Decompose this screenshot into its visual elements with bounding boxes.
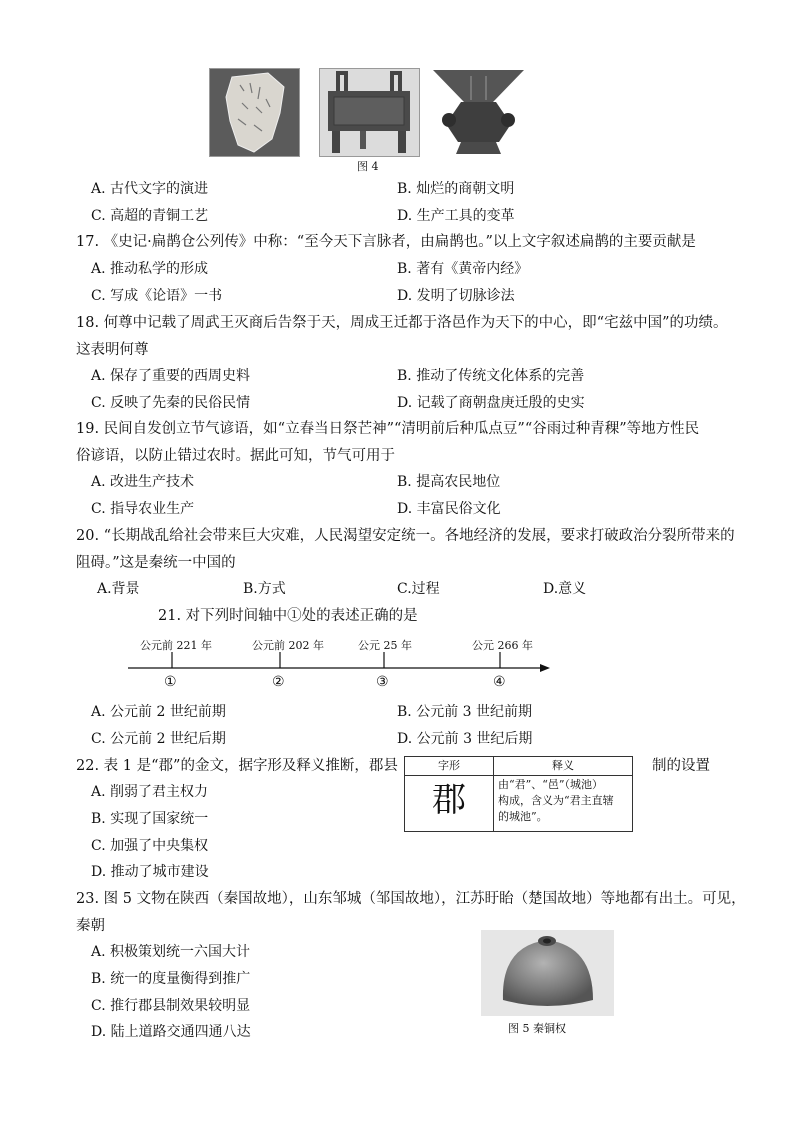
q22-option-c: C. 加强了中央集权 [91, 838, 209, 854]
q21-option-c: C. 公元前 2 世纪后期 [91, 731, 226, 747]
q23-stem-line1: 23. 图 5 文物在陕西（秦国故地），山东邹城（邹国故地），江苏盱眙（楚国故地）等地都有出土。可见， [76, 891, 746, 907]
table-1 [404, 756, 633, 832]
q20-stem-line2: 阻碍。”这是秦统一中国的 [76, 555, 236, 571]
q23-option-b: B. 统一的度量衡得到推广 [91, 971, 251, 987]
figure5-caption: 图 5 秦铜权 [508, 1022, 566, 1035]
q16-option-a: A. 古代文字的演进 [91, 181, 209, 197]
q21-option-b: B. 公元前 3 世纪前期 [397, 704, 532, 720]
q23-option-d: D. 陆上道路交通四通八达 [91, 1024, 251, 1040]
q23-stem-line2: 秦朝 [76, 918, 105, 934]
q21-stem: 21. 对下列时间轴中①处的表述正确的是 [158, 608, 418, 624]
q23-option-c: C. 推行郡县制效果较明显 [91, 998, 251, 1014]
q18-option-d: D. 记载了商朝盘庚迁殷的史实 [397, 395, 585, 411]
q22-stem-part1: 22. 表 1 是“郡”的金文，据字形及释义推断，郡县 [76, 758, 398, 774]
table-meaning-line1: 由“君”、“邑”（城池） [498, 778, 603, 791]
q22-option-a: A. 削弱了君主权力 [91, 784, 209, 800]
timeline-mark-1: ① [164, 674, 177, 690]
qin-bronze-weight-photo [481, 930, 614, 1016]
q19-stem-line2: 俗谚语，以防止错过农时。据此可知，节气可用于 [76, 448, 395, 464]
table-meaning-cell [494, 776, 633, 832]
q23-option-a: A. 积极策划统一六国大计 [91, 944, 251, 960]
q18-option-a: A. 保存了重要的西周史料 [91, 368, 251, 384]
q20-option-d: D.意义 [543, 581, 587, 597]
oracle-bone-photo [209, 68, 300, 157]
timeline-label-266ad: 公元 266 年 [472, 639, 533, 652]
q16-option-c: C. 高超的青铜工艺 [91, 208, 209, 224]
table-header-meaning: 释义 [494, 757, 633, 776]
q20-option-b: B.方式 [243, 581, 286, 597]
timeline-label-25ad: 公元 25 年 [358, 639, 412, 652]
q19-stem-line1: 19. 民间自发创立节气谚语，如“立春当日祭芒神”“清明前后种瓜点豆”“谷雨过种青稞”等地方性民 [76, 421, 700, 437]
q19-option-c: C. 指导农业生产 [91, 501, 195, 517]
q18-stem-line1: 18. 何尊中记载了周武王灭商后告祭于天，周成王迁都于洛邑作为天下的中心，即“宅兹中国”的功绩。 [76, 315, 728, 331]
timeline-label-202bc: 公元前 202 年 [252, 639, 324, 652]
q17-option-b: B. 著有《黄帝内经》 [397, 261, 529, 277]
timeline [120, 634, 560, 694]
figure4-caption: 图 4 [357, 160, 379, 173]
table-meaning-line2: 构成，含义为“君主直辖 [498, 794, 614, 807]
timeline-label-221bc: 公元前 221 年 [140, 639, 212, 652]
q22-stem-part2: 制的设置 [652, 758, 710, 774]
table-header-glyph: 字形 [405, 757, 494, 776]
q17-option-c: C. 写成《论语》一书 [91, 288, 223, 304]
q20-stem-line1: 20. “长期战乱给社会带来巨大灾难，人民渴望安定统一。各地经济的发展，要求打破政治分裂所带来的 [76, 528, 735, 544]
table-glyph-cell [405, 776, 494, 832]
jun-bronze-glyph: 郡 [432, 779, 466, 820]
q16-option-d: D. 生产工具的变革 [397, 208, 515, 224]
timeline-mark-4: ④ [493, 674, 506, 690]
q21-option-d: D. 公元前 3 世纪后期 [397, 731, 533, 747]
q17-option-a: A. 推动私学的形成 [91, 261, 209, 277]
q16-option-b: B. 灿烂的商朝文明 [397, 181, 515, 197]
q22-option-b: B. 实现了国家统一 [91, 811, 209, 827]
table-meaning-line3: 的城池”。 [498, 810, 548, 823]
q17-option-d: D. 发明了切脉诊法 [397, 288, 515, 304]
q19-option-b: B. 提高农民地位 [397, 474, 501, 490]
bronze-ding-photo [319, 68, 420, 157]
q18-option-b: B. 推动了传统文化体系的完善 [397, 368, 585, 384]
q18-option-c: C. 反映了先秦的民俗民情 [91, 395, 251, 411]
q17-stem: 17. 《史记·扁鹊仓公列传》中称：“至今天下言脉者，由扁鹊也。”以上文字叙述扁鹊的主要贡献是 [76, 234, 696, 250]
bronze-zun-photo [431, 66, 526, 156]
q22-option-d: D. 推动了城市建设 [91, 864, 209, 880]
q19-option-a: A. 改进生产技术 [91, 474, 195, 490]
timeline-mark-3: ③ [376, 674, 389, 690]
q20-option-c: C.过程 [397, 581, 440, 597]
q21-option-a: A. 公元前 2 世纪前期 [91, 704, 226, 720]
q19-option-d: D. 丰富民俗文化 [397, 501, 501, 517]
q20-option-a: A.背景 [97, 581, 140, 597]
q18-stem-line2: 这表明何尊 [76, 342, 149, 358]
timeline-mark-2: ② [272, 674, 285, 690]
